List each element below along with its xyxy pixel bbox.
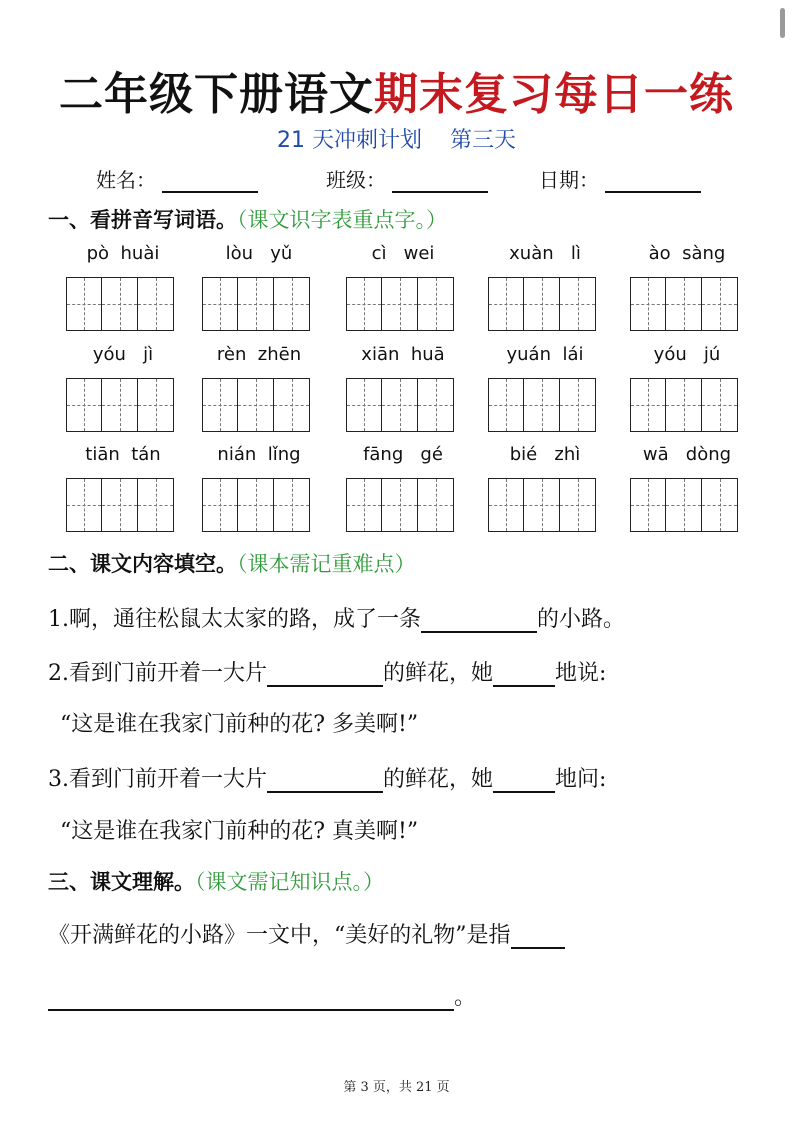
writing-boxes: [630, 277, 744, 331]
writing-box[interactable]: [238, 277, 274, 331]
fill-question-3: [48, 762, 606, 793]
writing-box[interactable]: [382, 478, 418, 532]
writing-box[interactable]: [666, 378, 702, 432]
writing-boxes: [346, 478, 460, 532]
date-label: 日期：: [539, 168, 599, 192]
section1-heading: [48, 204, 447, 234]
understanding-answer-line: [48, 980, 476, 1011]
writing-box[interactable]: [524, 378, 560, 432]
class-blank[interactable]: [392, 169, 488, 193]
writing-boxes: [630, 378, 744, 432]
writing-box[interactable]: [666, 277, 702, 331]
pinyin-label: yuán lái: [506, 344, 584, 365]
pinyin-row: [66, 344, 746, 444]
page-footer: 第 3 页，共 21 页: [343, 1080, 450, 1095]
writing-box[interactable]: [102, 277, 138, 331]
writing-box[interactable]: [138, 478, 174, 532]
title-part-black: 二年级下册语文: [59, 69, 374, 120]
pinyin-row: [66, 444, 746, 544]
pinyin-label: xiān huā: [361, 344, 445, 365]
writing-boxes: [346, 378, 460, 432]
word-item: [66, 344, 180, 432]
q3-text-a: 3.看到门前开着一大片: [48, 767, 267, 792]
name-field: [96, 164, 258, 193]
pinyin-label: pò huài: [86, 243, 160, 264]
q2-blank-2[interactable]: [493, 661, 555, 687]
writing-box[interactable]: [560, 378, 596, 432]
section1-note: （课文识字表重点字。）: [237, 208, 447, 232]
writing-box[interactable]: [138, 277, 174, 331]
q2-text-a: 2.看到门前开着一大片: [48, 661, 267, 686]
word-item: [66, 444, 180, 532]
writing-boxes: [66, 378, 180, 432]
q3-quote: “这是谁在我家门前种的花? 真美啊!”: [60, 819, 419, 844]
section2-title: 二、课文内容填空。: [48, 552, 237, 576]
word-item: [630, 344, 744, 432]
writing-box[interactable]: [560, 478, 596, 532]
q1-blank[interactable]: [421, 607, 537, 633]
section2-heading: [48, 548, 416, 578]
title-part-red: 期末复习每日一练: [374, 69, 734, 120]
writing-boxes: [202, 478, 316, 532]
s3-end: 。: [454, 985, 477, 1010]
pinyin-label: cì wei: [371, 243, 435, 264]
word-item: [630, 243, 744, 331]
fill-question-1: [48, 602, 625, 633]
writing-box[interactable]: [418, 277, 454, 331]
pinyin-label: tiān tán: [85, 444, 161, 465]
section3-heading: [48, 866, 384, 896]
section1-title: 一、看拼音写词语。: [48, 208, 237, 232]
pinyin-label: bié zhì: [509, 444, 581, 465]
name-label: 姓名：: [96, 168, 156, 192]
pinyin-label: wā dòng: [642, 444, 732, 465]
writing-boxes: [202, 378, 316, 432]
fill-question-2: [48, 656, 606, 687]
scrollbar-thumb[interactable]: [780, 8, 785, 38]
pinyin-label: rèn zhēn: [216, 344, 302, 365]
writing-box[interactable]: [102, 378, 138, 432]
writing-box[interactable]: [66, 478, 102, 532]
writing-box[interactable]: [630, 478, 666, 532]
writing-box[interactable]: [66, 277, 102, 331]
section2-note: （课本需记重难点）: [237, 552, 416, 576]
q3-text-c: 地问:: [555, 767, 607, 792]
writing-boxes: [202, 277, 316, 331]
class-field: [326, 164, 488, 193]
q3-text-b: 的鲜花，她: [383, 767, 494, 792]
pinyin-label: fāng gé: [363, 444, 443, 465]
word-item: [630, 444, 744, 532]
writing-box[interactable]: [346, 478, 382, 532]
q2-text-b: 的鲜花，她: [383, 661, 494, 686]
writing-box[interactable]: [202, 277, 238, 331]
section3-note: （课文需记知识点。）: [195, 870, 384, 894]
q2-text-c: 地说:: [555, 661, 607, 686]
writing-box[interactable]: [418, 478, 454, 532]
q3-blank-2[interactable]: [493, 767, 555, 793]
word-item: [202, 444, 316, 532]
writing-box[interactable]: [382, 378, 418, 432]
writing-boxes: [346, 277, 460, 331]
writing-box[interactable]: [346, 378, 382, 432]
pinyin-label: ào sàng: [648, 243, 726, 264]
page-subtitle: 21 天冲刺计划 第三天: [277, 128, 516, 153]
writing-box[interactable]: [418, 378, 454, 432]
q3-blank-1[interactable]: [267, 767, 383, 793]
s3-text-a: 《开满鲜花的小路》一文中，“美好的礼物”是指: [48, 923, 511, 948]
name-blank[interactable]: [162, 169, 258, 193]
q2-blank-1[interactable]: [267, 661, 383, 687]
pinyin-label: lòu yǔ: [225, 243, 293, 264]
writing-box[interactable]: [560, 277, 596, 331]
writing-box[interactable]: [238, 478, 274, 532]
writing-box[interactable]: [488, 378, 524, 432]
word-item: [346, 243, 460, 331]
writing-box[interactable]: [524, 478, 560, 532]
writing-box[interactable]: [630, 277, 666, 331]
q2-quote: “这是谁在我家门前种的花? 多美啊!”: [60, 712, 419, 737]
writing-box[interactable]: [666, 478, 702, 532]
writing-boxes: [488, 378, 602, 432]
pinyin-label: xuàn lì: [509, 243, 581, 264]
writing-box[interactable]: [630, 378, 666, 432]
understanding-question: [48, 918, 565, 949]
q1-text-b: 的小路。: [537, 607, 626, 632]
writing-box[interactable]: [274, 378, 310, 432]
writing-box[interactable]: [382, 277, 418, 331]
writing-box[interactable]: [702, 378, 738, 432]
word-item: [202, 344, 316, 432]
date-blank[interactable]: [605, 169, 701, 193]
writing-boxes: [488, 478, 602, 532]
writing-boxes: [630, 478, 744, 532]
page-title: [0, 58, 793, 122]
writing-boxes: [66, 478, 180, 532]
word-item: [202, 243, 316, 331]
word-item: [346, 444, 460, 532]
writing-box[interactable]: [274, 277, 310, 331]
section3-title: 三、课文理解。: [48, 870, 195, 894]
s3-blank-2[interactable]: [48, 985, 454, 1011]
writing-box[interactable]: [274, 478, 310, 532]
pinyin-label: yóu jú: [653, 344, 721, 365]
writing-box[interactable]: [702, 478, 738, 532]
writing-box[interactable]: [138, 378, 174, 432]
writing-box[interactable]: [202, 478, 238, 532]
q1-text-a: 1.啊，通往松鼠太太家的路，成了一条: [48, 607, 421, 632]
writing-box[interactable]: [102, 478, 138, 532]
date-field: [539, 164, 701, 193]
writing-box[interactable]: [66, 378, 102, 432]
class-label: 班级：: [326, 168, 386, 192]
s3-blank-1[interactable]: [511, 923, 565, 949]
word-item: [488, 243, 602, 331]
word-item: [66, 243, 180, 331]
writing-box[interactable]: [524, 277, 560, 331]
writing-boxes: [66, 277, 180, 331]
writing-box[interactable]: [202, 378, 238, 432]
writing-box[interactable]: [346, 277, 382, 331]
writing-box[interactable]: [488, 277, 524, 331]
word-item: [346, 344, 460, 432]
pinyin-label: yóu jì: [92, 344, 154, 365]
pinyin-row: [66, 243, 746, 343]
writing-box[interactable]: [702, 277, 738, 331]
writing-boxes: [488, 277, 602, 331]
writing-box[interactable]: [238, 378, 274, 432]
writing-box[interactable]: [488, 478, 524, 532]
word-item: [488, 444, 602, 532]
pinyin-label: nián lǐng: [217, 444, 301, 465]
word-item: [488, 344, 602, 432]
